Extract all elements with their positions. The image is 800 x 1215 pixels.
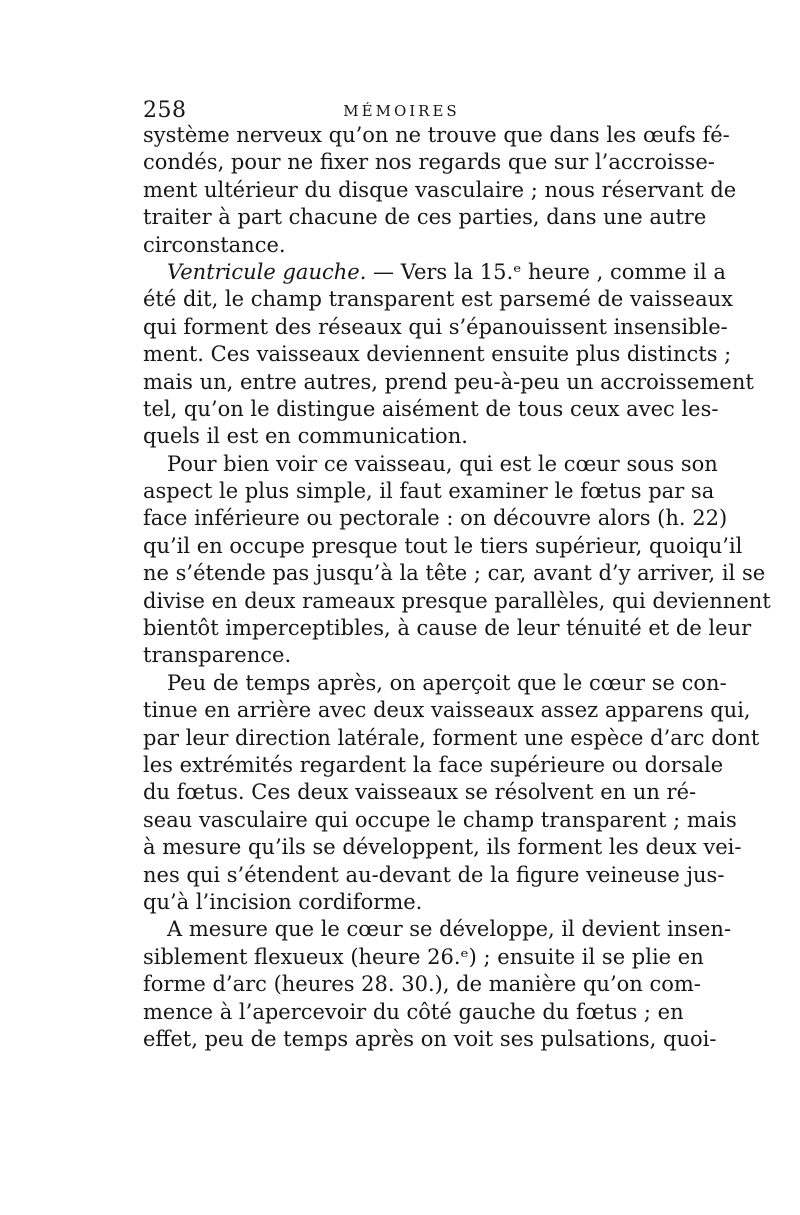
- text-run: — Vers la 15.ᵉ heure , comme il a: [366, 259, 726, 284]
- paragraph: [143, 670, 760, 917]
- text-line: face inférieure ou pectorale : on découvre alors (h. 22): [143, 506, 728, 531]
- text-line: été dit, le champ transparent est parsemé de vaisseaux: [143, 287, 733, 312]
- running-title: MÉMOIRES: [343, 102, 460, 120]
- text-line: seau vasculaire qui occupe le champ transparent ; mais: [143, 807, 737, 832]
- text-line: ne s’étende pas jusqu’à la tête ; car, avant d’y arriver, il se: [143, 561, 766, 586]
- body-text: [143, 122, 771, 1053]
- text-line: quels il est en communication.: [143, 424, 468, 449]
- text-line: [143, 259, 726, 286]
- text-line: tel, qu’on le distingue aisément de tous ceux avec les-: [143, 396, 719, 421]
- text-line: les extrémités regardent la face supérieure ou dorsale: [143, 752, 724, 777]
- paragraph: [143, 916, 732, 1053]
- text-line: bientôt imperceptibles, à cause de leur ténuité et de leur: [143, 616, 752, 641]
- section-heading: Ventricule gauche.: [167, 259, 367, 284]
- paragraph: [143, 451, 771, 670]
- text-line: par leur direction latérale, forment une espèce d’arc dont: [143, 725, 760, 750]
- text-line: qu’à l’incision cordiforme.: [143, 889, 423, 914]
- text-line: forme d’arc (heures 28. 30.), de manière qu’on com-: [143, 972, 701, 997]
- text-line: Peu de temps après, on aperçoit que le cœur se con-: [167, 670, 727, 695]
- text-line: transparence.: [143, 643, 292, 668]
- text-line: circonstance.: [143, 232, 286, 257]
- text-line: qu’il en occupe presque tout le tiers supérieur, quoiqu’il: [143, 533, 743, 558]
- text-line: traiter à part chacune de ces parties, dans une autre: [143, 205, 707, 230]
- page-number: 258: [143, 98, 187, 123]
- text-line: qui forment des réseaux qui s’épanouissent insensible-: [143, 314, 728, 339]
- text-line: à mesure qu’ils se développent, ils forment les deux vei-: [143, 835, 742, 860]
- text-line: ment ultérieur du disque vasculaire ; nous réservant de: [143, 177, 737, 202]
- text-line: Pour bien voir ce vaisseau, qui est le cœur sous son: [167, 451, 718, 476]
- text-line: condés, pour ne fixer nos regards que sur l’accroisse-: [143, 150, 715, 175]
- text-line: A mesure que le cœur se développe, il devient insen-: [167, 917, 732, 942]
- text-line: mais un, entre autres, prend peu-à-peu un accroissement: [143, 369, 754, 394]
- text-line: tinue en arrière avec deux vaisseaux assez apparens qui,: [143, 698, 751, 723]
- text-line: effet, peu de temps après on voit ses pulsations, quoi-: [143, 1026, 717, 1051]
- paragraph: [143, 259, 754, 451]
- text-line: siblement flexueux (heure 26.ᵉ) ; ensuite il se plie en: [143, 944, 704, 969]
- paragraph: [143, 122, 737, 259]
- text-line: système nerveux qu’on ne trouve que dans les œufs fé-: [143, 123, 730, 147]
- text-line: aspect le plus simple, il faut examiner le fœtus par sa: [143, 479, 715, 504]
- text-line: mence à l’apercevoir du côté gauche du fœtus ; en: [143, 999, 684, 1024]
- text-line: du fœtus. Ces deux vaisseaux se résolvent en un ré-: [143, 780, 697, 805]
- text-line: divise en deux rameaux presque parallèles, qui deviennent: [143, 588, 771, 613]
- text-line: ment. Ces vaisseaux deviennent ensuite plus distincts ;: [143, 342, 732, 367]
- text-line: nes qui s’étendent au-devant de la figure veineuse jus-: [143, 862, 725, 887]
